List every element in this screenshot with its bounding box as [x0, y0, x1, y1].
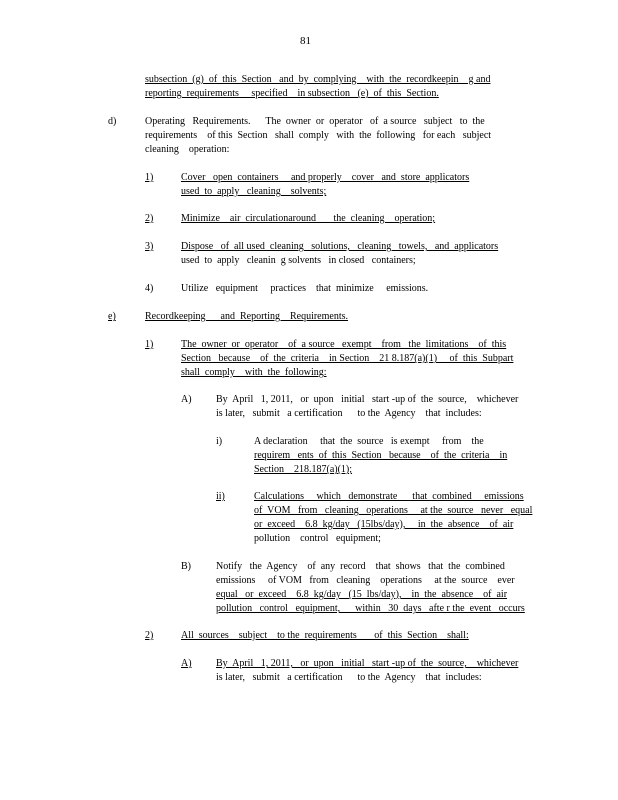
- section-e-1-A-ii-line-3: or exceed 6.8 kg/day (15lbs/day), in the absence of air: [254, 519, 514, 530]
- section-e-1-A-ii-line-2: of VOM from cleaning operations at the source never equal: [254, 505, 533, 516]
- intro-line-1: subsection (g) of this Section and by complying with the recordkeepin g and: [145, 74, 491, 85]
- section-e-2-A-label: A): [181, 658, 192, 669]
- section-d-item-3-line-2: used to apply cleanin g solvents in closed containers;: [181, 255, 416, 266]
- section-d-item-2-line-1: Minimize air circulationaround the cleaning operation;: [181, 213, 436, 224]
- section-e-2-A-line-2: is later, submit a certification to the Agency that includes:: [216, 672, 482, 683]
- section-e-1-B-line-1: Notify the Agency of any record that shows that the combined: [216, 561, 505, 572]
- section-e-item-2-line: All sources subject to the requirements of this Section shall:: [181, 630, 469, 641]
- section-d-item-1-label: 1): [145, 172, 154, 183]
- section-e-1-A-ii-label: ii): [216, 491, 225, 502]
- section-d-line-1: Operating Requirements. The owner or operator of a source subject to the: [145, 116, 485, 127]
- section-e-item-1-label: 1): [145, 339, 154, 350]
- section-e-1-A-ii-line-1: Calculations which demonstrate that combined emissions: [254, 491, 524, 502]
- section-e-1-A-label: A): [181, 394, 192, 405]
- section-e-item-2-label: 2): [145, 630, 154, 641]
- section-e-2-A-line-1: By April 1, 2011, or upon initial start -up of the source, whichever: [216, 658, 519, 669]
- section-e-1-B-line-2: emissions of VOM from cleaning operations at the source ever: [216, 575, 515, 586]
- section-d-item-4-line-1: Utilize equipment practices that minimize emissions.: [181, 283, 429, 294]
- section-d-line-2: requirements of this Section shall comply with the following for each subject: [145, 130, 492, 141]
- section-d-item-1-line-1: Cover open containers and properly cover and store applicators: [181, 172, 470, 183]
- section-d-line-3: cleaning operation:: [145, 144, 230, 155]
- section-e-1-A-i-label: i): [216, 436, 223, 447]
- section-e-1-A-line-1: By April 1, 2011, or upon initial start -up of the source, whichever: [216, 394, 519, 405]
- section-e-item-1-line-1: The owner or operator of a source exempt from the limitations of this: [181, 339, 507, 350]
- section-d-item-3-line-1: Dispose of all used cleaning solutions, cleaning towels, and applicators: [181, 241, 499, 252]
- section-e-label: e): [108, 311, 116, 322]
- section-d-item-4-label: 4): [145, 283, 154, 294]
- section-e-1-A-i-line-2: requirem ents of this Section because of the criteria in: [254, 450, 508, 461]
- section-e-1-A-i-line-3: Section 218.187(a)(1);: [254, 464, 353, 475]
- section-d-item-3-label: 3): [145, 241, 154, 252]
- section-d-label: d): [108, 116, 117, 127]
- section-e-1-A-ii-line-4: pollution control equipment;: [254, 533, 381, 544]
- section-e-item-1-line-3: shall comply with the following:: [181, 367, 327, 378]
- section-e-1-B-line-3: equal or exceed 6.8 kg/day (15 lbs/day), in the absence of air: [216, 589, 508, 600]
- section-e-1-B-line-4: pollution control equipment, within 30 days afte r the event occurs: [216, 603, 525, 614]
- section-d-item-1-line-2: used to apply cleaning solvents;: [181, 186, 327, 197]
- section-e-item-1-line-2: Section because of the criteria in Section 21 8.187(a)(1) of this Subpart: [181, 353, 514, 364]
- intro-line-2: reporting requirements specified in subsection (e) of this Section.: [145, 88, 439, 99]
- section-e-heading: Recordkeeping and Reporting Requirements.: [145, 311, 349, 322]
- section-e-1-A-line-2: is later, submit a certification to the Agency that includes:: [216, 408, 482, 419]
- page-number: 81: [300, 35, 311, 47]
- section-e-1-A-i-line-1: A declaration that the source is exempt from the: [254, 436, 484, 447]
- section-e-1-B-label: B): [181, 561, 191, 572]
- section-d-item-2-label: 2): [145, 213, 154, 224]
